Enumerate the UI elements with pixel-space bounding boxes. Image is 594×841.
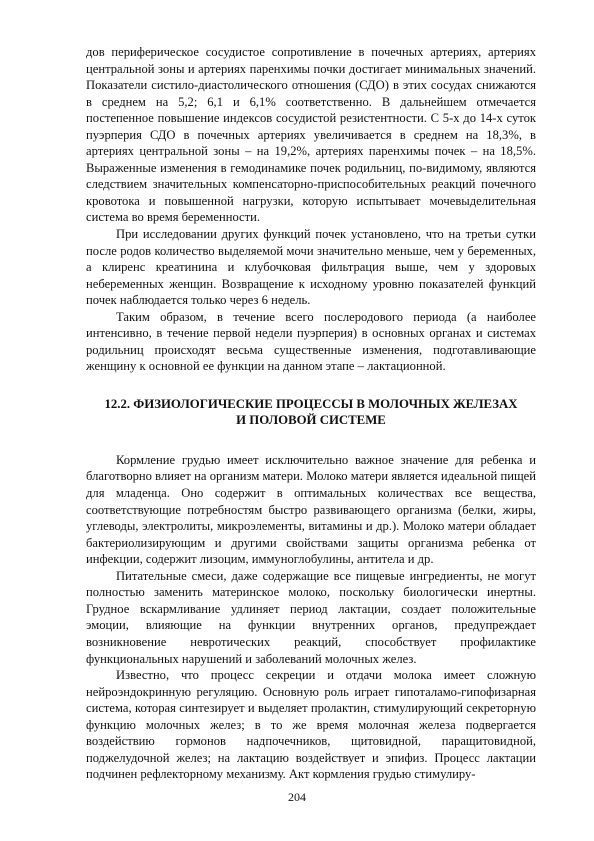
paragraph-continued: дов периферическое сосудистое сопротивление в почечных артериях, артериях центральной зоны и артериях паренхимы почки достигает минимальных значений. Показатели систило-диастолического отношения (СДО) в этих сосудах снижаются в среднем на 5,2; 6,1 и 6,1% соответственно. В дальнейшем отмечается постепенное повышение индексов сосудистой резистентности. С 5-х до 14-х суток пуэрперия СДО в почечных артериях увеличивается в среднем на 18,3%, в артериях центральной зоны – на 19,2%, артериях паренхимы почек – на 18,5%. Выраженные изменения в гемодинамике почек родильниц, по-видимому, являются следствием значительных компенсаторно-приспособительных реакций почечного кровотока и повышенной нагрузки, которую испытывает мочевыделительная система во время беременности. bbox=[86, 45, 536, 225]
paragraph: Питательные смеси, даже содержащие все пищевые ингредиенты, не могут полностью заменить материнское молоко, поскольку биологически инертны. Грудное вскармливание удлиняет период лактации, создает положительные эмоции, влияющие на функции внутренних органов, предупреждает возникновение невротических реакций, способствует профилактике функциональных нарушений и заболеваний молочных желез. bbox=[86, 568, 536, 666]
section-heading bbox=[86, 396, 536, 428]
section-heading-line-2: И ПОЛОВОЙ СИСТЕМЕ bbox=[236, 412, 386, 427]
page-number: 204 bbox=[288, 790, 306, 804]
paragraph: Известно, что процесс секреции и отдачи молока имеет сложную нейроэндокринную регуляцию. Основную роль играет гипоталамо-гипофизарная система, которая синтезирует и выделяет пролактин, стимулирующий секреторную функцию молочных желез; в то же время молочная железа подвергается воздействию гормонов надпочечников, щитовидной, паращитовидной, поджелудочной желез; на лактацию воздействует и эпифиз. Процесс лактации подчинен рефлекторному механизму. Акт кормления грудью стимулиру- bbox=[86, 668, 536, 782]
section-heading-line-1: 12.2. ФИЗИОЛОГИЧЕСКИЕ ПРОЦЕССЫ В МОЛОЧНЫХ ЖЕЛЕЗАХ bbox=[104, 396, 518, 411]
paragraph: При исследовании других функций почек установлено, что на третьи сутки после родов количество выделяемой мочи значительно меньше, чем у беременных, а клиренс креатинина и клубочковая фильтрация выше, чем у здоровых небеременных женщин. Возвращение к исходному уровню показателей функций почек наблюдается только через 6 недель. bbox=[86, 227, 536, 308]
body-text bbox=[86, 44, 536, 783]
paragraph: Кормление грудью имеет исключительно важное значение для ребенка и благотворно влияет на организм матери. Молоко матери является идеальной пищей для младенца. Оно содержит в оптимальных количествах все вещества, соответствующие потребностям быстро развивающего организма (белки, жиры, углеводы, электролиты, микроэлементы, витамины и др.). Молоко матери обладает бактериолизирующим и другими свойствами защиты организма ребенка от инфекции, содержит лизоцим, иммуноглобулины, антитела и др. bbox=[86, 452, 536, 567]
paragraph: Таким образом, в течение всего послеродового периода (а наиболее интенсивно, в течение первой недели пуэрперия) в основных органах и системах родильниц происходят весьма существенные изменения, подготавливающие женщину к основной ее функции на данном этапе – лактационной. bbox=[86, 309, 536, 374]
